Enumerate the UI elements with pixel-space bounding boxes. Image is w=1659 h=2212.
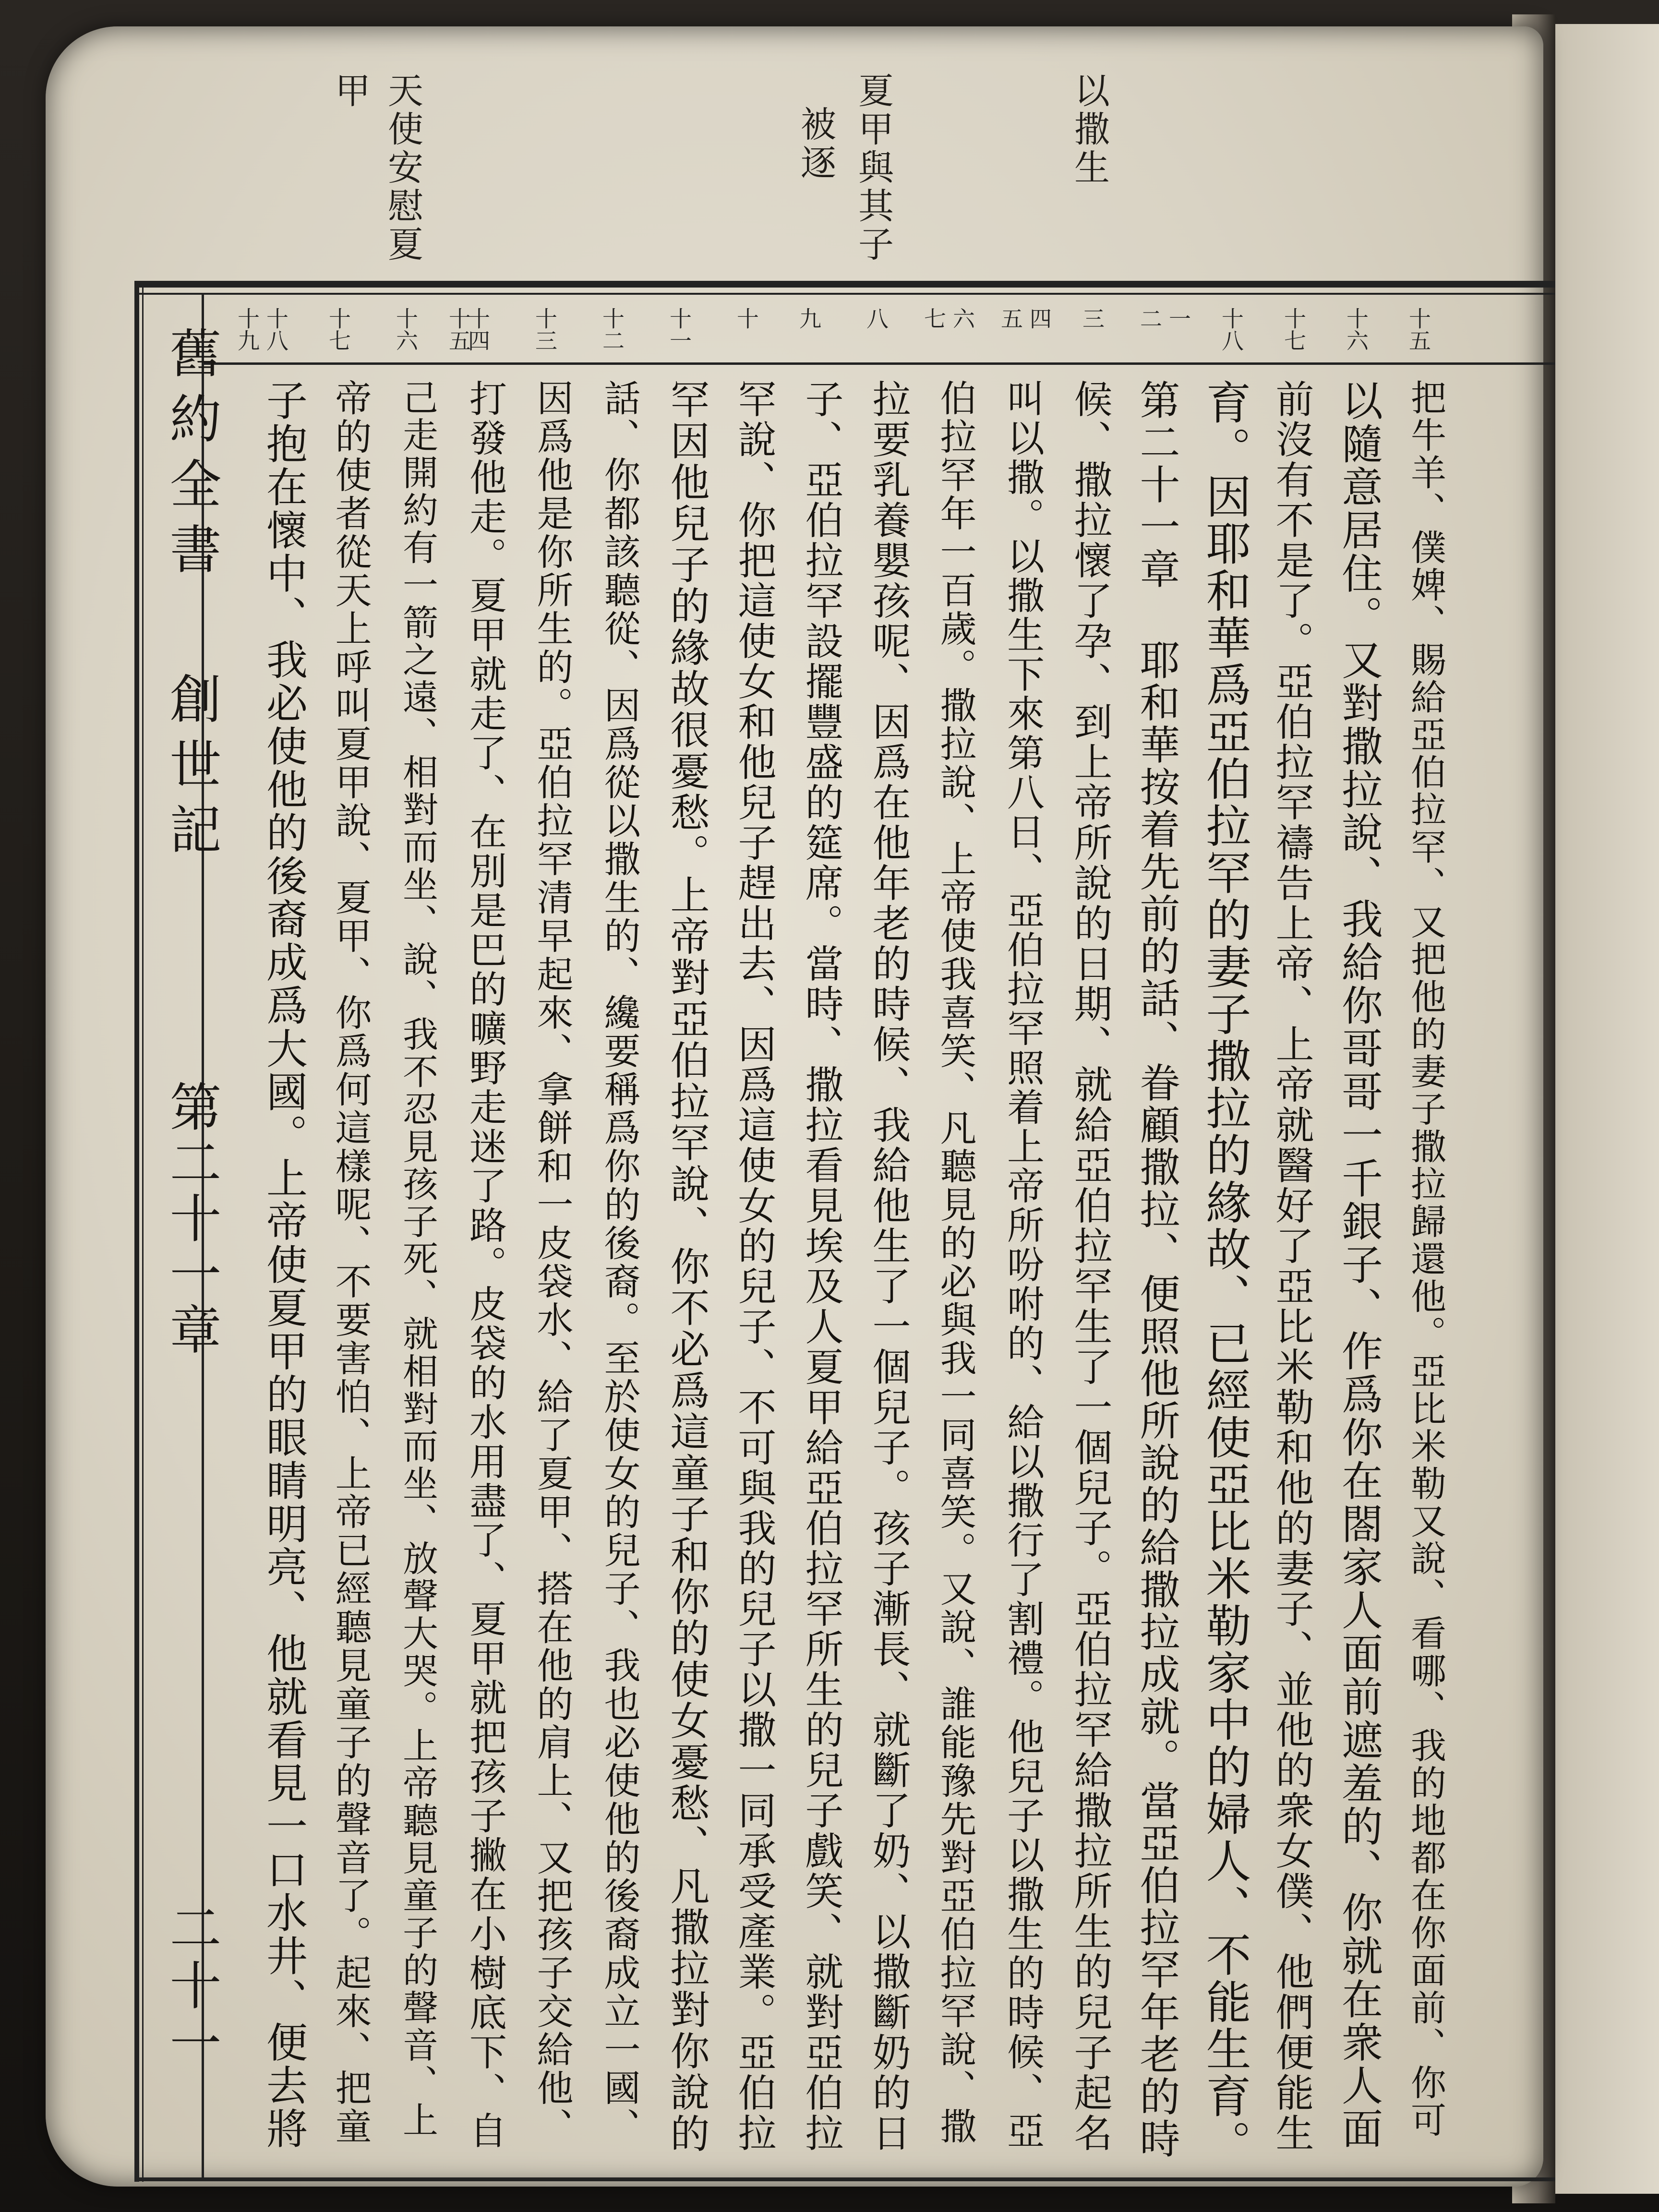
verse-number: 二 — [1137, 307, 1163, 329]
margin-note: 以撒生 — [1069, 72, 1110, 187]
text-column: 叫以撒。以撒生下來第八日、亞伯拉罕照着上帝所吩咐的、給以撒行了割禮。他兒子以撒生的時候、亞 — [1001, 379, 1044, 2151]
text-column: 罕說、你把這使女和他兒子趕出去、因爲這使女的兒子、不可與我的兒子以撒一同承受產業。亞伯拉 — [732, 379, 776, 2153]
margin-note: 被逐 — [795, 106, 836, 182]
verse-number: 十一 — [666, 307, 692, 351]
frame-rule-left — [134, 281, 139, 2182]
text-column: 把牛羊、僕婢、賜給亞伯拉罕、又把他的妻子撒拉歸還他。亞比米勒又說、看哪、我的地都在你面前、你可 — [1405, 379, 1446, 2139]
verse-number: 十九 — [234, 307, 260, 351]
text-column: 子、亞伯拉罕設擺豐盛的筵席。當時、撒拉看見埃及人夏甲給亞伯拉罕所生的兒子戲笑、就對亞伯拉 — [799, 379, 843, 2153]
chapter-label: 第二十一章 — [161, 1080, 221, 1358]
verse-number: 十八 — [263, 307, 289, 351]
verse-number: 七 — [921, 307, 947, 329]
verse-number: 一 — [1166, 307, 1191, 329]
page-number: 二十一 — [161, 1901, 221, 2074]
verse-number-rule — [202, 362, 1555, 365]
verse-number: 十八 — [1218, 307, 1244, 351]
verse-number: 十三 — [532, 307, 558, 351]
book-title: 舊約全書 — [161, 326, 221, 588]
verse-number: 十 — [733, 307, 759, 329]
margin-note: 甲 — [329, 72, 371, 110]
frame-rule-left-inner — [142, 281, 144, 2182]
verse-number: 十五 — [1406, 307, 1431, 351]
text-column: 話、你都該聽從、因爲從以撒生的、纔要稱爲你的後裔。至於使女的兒子、我也必使他的後裔成立一國、 — [598, 379, 641, 2146]
text-column: 以隨意居住。又對撒拉說、我給你哥哥一千銀子、作爲你在閤家人面前遮羞的、你就在衆人面 — [1334, 379, 1382, 2151]
verse-number: 十六 — [393, 307, 419, 351]
verse-number: 十二 — [599, 307, 625, 351]
frame-rule-top-inner — [134, 293, 1555, 295]
text-column: 育。因耶和華爲亞伯拉罕的妻子撒拉的緣故、已經使亞比米勒家中的婦人、不能生育。 — [1198, 379, 1250, 2167]
margin-note: 天使安慰夏 — [382, 72, 423, 264]
margin-note: 夏甲與其子 — [853, 72, 894, 264]
verse-number: 三 — [1079, 307, 1105, 329]
text-column: 候、撒拉懷了孕、到上帝所說的日期、就給亞伯拉罕生了一個兒子。亞伯拉罕給撒拉所生的兒子起名 — [1068, 379, 1112, 2153]
frame-rule-top — [134, 281, 1555, 288]
text-column: 伯拉罕年一百歲。撒拉說、上帝使我喜笑、凡聽見的必與我一同喜笑。又說、誰能豫先對亞伯拉罕說、撒 — [934, 379, 977, 2146]
verse-number: 十七 — [1281, 307, 1307, 351]
verse-number: 四 — [1026, 307, 1052, 329]
text-column: 拉要乳養嬰孩呢、因爲在他年老的時候、我給他生了一個兒子。孩子漸長、就斷了奶、以撒斷奶的日 — [866, 379, 911, 2153]
text-column: 打發他走。夏甲就走了、在別是巴的曠野走迷了路。皮袋的水用盡了、夏甲就把孩子撇在小樹底下、自 — [463, 379, 506, 2151]
verse-number: 八 — [863, 307, 889, 329]
verse-number: 十七 — [325, 307, 351, 351]
verse-number: 十四 — [465, 307, 491, 351]
verse-number: 十五 — [445, 307, 471, 351]
text-column: 己走開約有一箭之遠、相對而坐、說、我不忍見孩子死、就相對而坐、放聲大哭。上帝聽見童子的聲音、上 — [397, 379, 438, 2139]
text-column: 因爲他是你所生的。亞伯拉罕清早起來、拿餅和一皮袋水、給了夏甲、搭在他的肩上、又把孩子交給他、 — [531, 379, 574, 2146]
verse-number: 五 — [998, 307, 1023, 329]
book-name: 創世記 — [161, 672, 221, 868]
verse-number: 十六 — [1343, 307, 1369, 351]
verse-number: 九 — [796, 307, 822, 329]
verse-number: 六 — [950, 307, 975, 329]
text-column: 前沒有不是了。亞伯拉罕禱告上帝、上帝就醫好了亞比米勒和他的妻子、並他的衆女僕、他們便能生 — [1269, 379, 1314, 2153]
frame-rule-bottom — [134, 2177, 1555, 2181]
text-column: 子抱在懷中、我必使他的後裔成爲大國。上帝使夏甲的眼睛明亮、他就看見一口水井、便去將 — [259, 379, 307, 2151]
facing-page-edge — [1555, 24, 1659, 2194]
text-column: 罕因他兒子的緣故很憂愁。上帝對亞伯拉罕說、你不必爲這童子和你的使女憂愁、凡撒拉對你說的 — [664, 379, 709, 2154]
text-column: 帝的使者從天上呼叫夏甲說、夏甲、你爲何這樣呢、不要害怕、上帝已經聽見童子的聲音了。起來、把童 — [329, 379, 372, 2146]
text-column: 第二十一章 耶和華按着先前的話、眷顧撒拉、便照他所說的給撒拉成就。當亞伯拉罕年老的時 — [1133, 379, 1180, 2160]
